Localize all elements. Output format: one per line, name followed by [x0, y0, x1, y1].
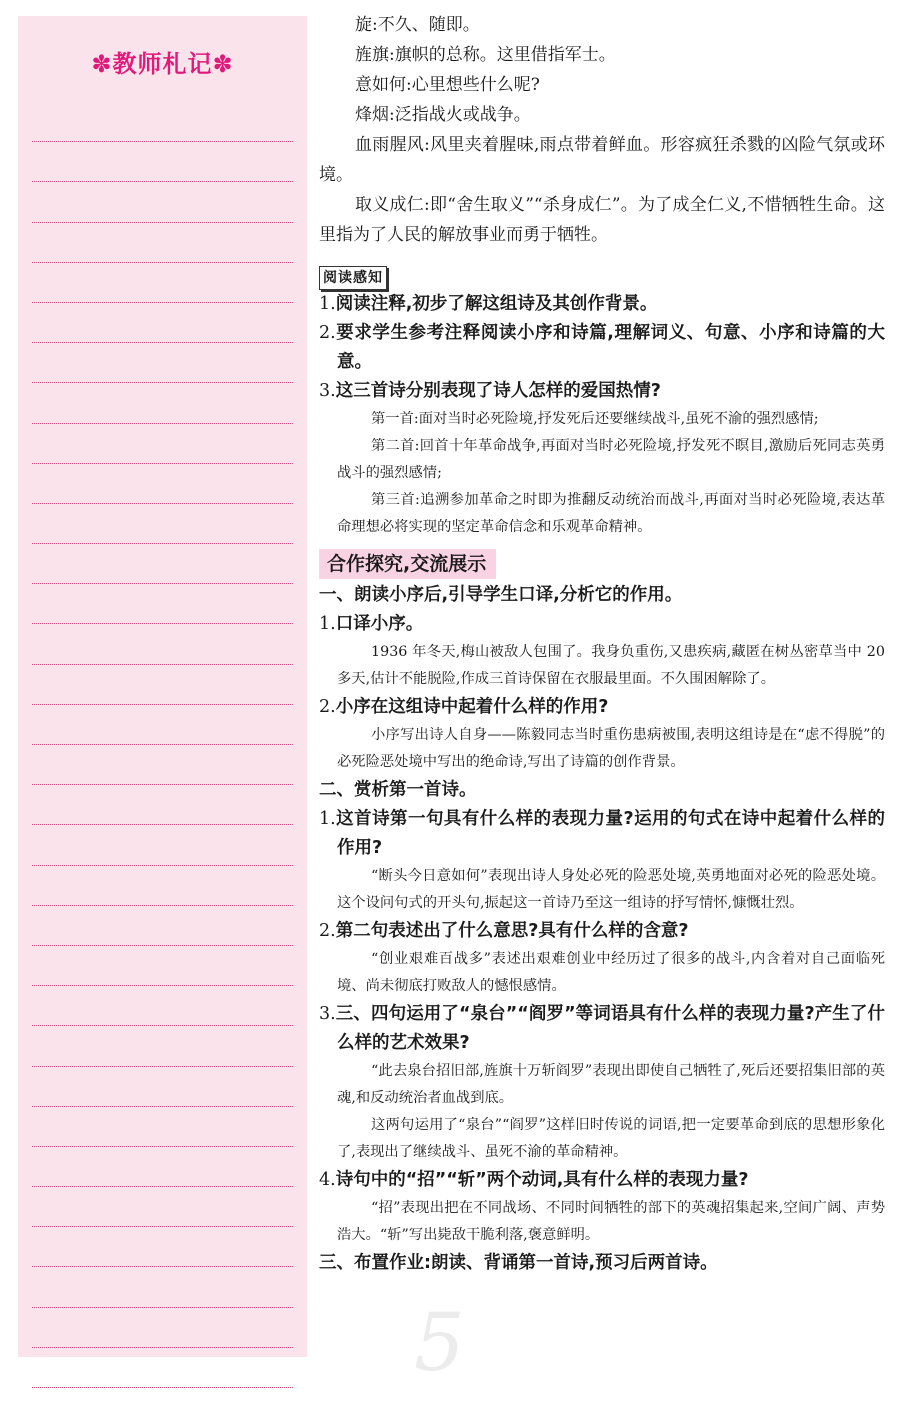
answer-text: 第二首:回首十年革命战争,再面对当时必死险境,抒发死不瞑目,激励后死同志英勇战斗的强烈感情; — [337, 438, 885, 481]
definition-item: 旌旗:旗帜的总称。这里借指军士。 — [355, 45, 616, 65]
reading-section-label: 阅读感知 — [319, 266, 387, 290]
question-item — [319, 693, 885, 722]
question-number: 2. — [319, 323, 336, 343]
note-line — [32, 424, 293, 464]
note-line — [32, 1308, 293, 1348]
reading-items — [319, 290, 885, 541]
question-item — [319, 1166, 885, 1195]
teacher-notes-sidebar — [18, 16, 307, 1357]
part2-items — [319, 805, 885, 1249]
answer-text: 小序写出诗人自身——陈毅同志当时重伤患病被围,表明这组诗是在“虑不得脱”的必死险恶处境中写出的绝命诗,写出了诗篇的创作背景。 — [337, 727, 885, 770]
note-line — [32, 544, 293, 584]
explore-section-label: 合作探究,交流展示 — [319, 549, 496, 579]
note-line — [32, 584, 293, 624]
part2-heading: 二、赏析第一首诗。 — [319, 780, 477, 800]
question-text: 要求学生参考注释阅读小序和诗篇,理解词义、句意、小序和诗篇的大意。 — [335, 323, 885, 372]
note-line — [32, 1348, 293, 1388]
note-line — [32, 986, 293, 1026]
part1-heading: 一、朗读小序后,引导学生口译,分析它的作用。 — [319, 585, 683, 605]
answer-text: “此去泉台招旧部,旌旗十万斩阎罗”表现出即使自己牺牲了,死后还要招集旧部的英魂,和反动统治者血战到底。 — [337, 1063, 885, 1106]
note-line — [32, 223, 293, 263]
note-line — [32, 1107, 293, 1147]
question-item — [319, 290, 885, 319]
note-line — [32, 1267, 293, 1307]
note-line — [32, 946, 293, 986]
note-line — [32, 263, 293, 303]
question-item — [319, 610, 885, 639]
question-text: 这三首诗分别表现了诗人怎样的爱国热情? — [335, 381, 661, 401]
question-number: 1. — [319, 614, 336, 634]
question-number: 1. — [319, 809, 336, 829]
question-text: 三、四句运用了“泉台”“阎罗”等词语具有什么样的表现力量?产生了什么样的艺术效果? — [335, 1004, 885, 1053]
note-line — [32, 1187, 293, 1227]
question-text: 口译小序。 — [335, 614, 424, 634]
answer-text: 第三首:追溯参加革命之时即为推翻反动统治而战斗,再面对当时必死险境,表达革命理想必将实现的坚定革命信念和乐观革命精神。 — [337, 492, 885, 535]
note-line — [32, 665, 293, 705]
definition-item: 烽烟:泛指战火或战争。 — [355, 105, 531, 125]
question-text: 诗句中的“招”“斩”两个动词,具有什么样的表现力量? — [335, 1170, 749, 1190]
note-line — [32, 464, 293, 504]
note-line — [32, 383, 293, 423]
answer-text: 1936 年冬天,梅山被敌人包围了。我身负重伤,又患疾病,藏匿在树丛密草当中 20 多天,估计不能脱险,作成三首诗保留在衣服最里面。不久围困解除了。 — [337, 644, 885, 687]
answer-text: “断头今日意如何”表现出诗人身处必死的险恶处境,英勇地面对必死的险恶处境。这个设问句式的开头句,振起这一首诗乃至这一组诗的抒写情怀,慷慨壮烈。 — [337, 868, 885, 911]
question-item — [319, 1000, 885, 1058]
definition-item: 取义成仁:即“舍生取义”“杀身成仁”。为了成全仁义,不惜牺牲生命。这里指为了人民的解放事业而勇于牺牲。 — [319, 195, 885, 245]
page-number-watermark: 5 — [414, 1296, 465, 1389]
main-content — [319, 10, 885, 1278]
note-line — [32, 866, 293, 906]
question-number: 4. — [319, 1170, 336, 1190]
definition-item: 血雨腥风:风里夹着腥味,雨点带着鲜血。形容疯狂杀戮的凶险气氛或环境。 — [319, 135, 885, 185]
note-lines — [32, 102, 293, 1388]
note-line — [32, 624, 293, 664]
question-number: 3. — [319, 381, 336, 401]
note-line — [32, 906, 293, 946]
note-line — [32, 825, 293, 865]
note-line — [32, 102, 293, 142]
note-line — [32, 1067, 293, 1107]
note-line — [32, 343, 293, 383]
part1-items — [319, 610, 885, 776]
answer-text: 这两句运用了“泉台”“阎罗”这样旧时传说的词语,把一定要革命到底的思想形象化了,表现出了继续战斗、虽死不渝的革命精神。 — [337, 1117, 885, 1160]
question-item — [319, 805, 885, 863]
note-line — [32, 1227, 293, 1267]
question-item — [319, 377, 885, 406]
note-line — [32, 745, 293, 785]
answer-text: “创业艰难百战多”表述出艰难创业中经历过了很多的战斗,内含着对自己面临死境、尚未彻底打败敌人的憾恨感情。 — [337, 951, 885, 994]
note-line — [32, 142, 293, 182]
answer-text: “招”表现出把在不同战场、不同时间牺牲的部下的英魂招集起来,空间广阔、声势浩大。“斩”写出毙敌干脆利落,褒意鲜明。 — [337, 1200, 885, 1243]
question-text: 这首诗第一句具有什么样的表现力量?运用的句式在诗中起着什么样的作用? — [335, 809, 885, 858]
note-line — [32, 705, 293, 745]
definitions-list — [319, 10, 885, 250]
question-number: 2. — [319, 921, 336, 941]
note-line — [32, 1026, 293, 1066]
part3-heading: 三、布置作业:朗读、背诵第一首诗,预习后两首诗。 — [319, 1253, 718, 1273]
note-line — [32, 1147, 293, 1187]
question-number: 3. — [319, 1004, 336, 1024]
question-number: 2. — [319, 697, 336, 717]
question-text: 小序在这组诗中起着什么样的作用? — [335, 697, 609, 717]
question-item — [319, 917, 885, 946]
note-line — [32, 303, 293, 343]
definition-item: 旋:不久、随即。 — [355, 15, 480, 35]
note-line — [32, 182, 293, 222]
sidebar-title: ✽教师札记✽ — [91, 50, 234, 78]
question-item — [319, 319, 885, 377]
answer-text: 第一首:面对当时必死险境,抒发死后还要继续战斗,虽死不渝的强烈感情; — [371, 411, 819, 427]
question-text: 阅读注释,初步了解这组诗及其创作背景。 — [335, 294, 658, 314]
note-line — [32, 504, 293, 544]
question-number: 1. — [319, 294, 336, 314]
question-text: 第二句表述出了什么意思?具有什么样的含意? — [335, 921, 689, 941]
note-line — [32, 785, 293, 825]
definition-item: 意如何:心里想些什么呢? — [355, 75, 540, 95]
